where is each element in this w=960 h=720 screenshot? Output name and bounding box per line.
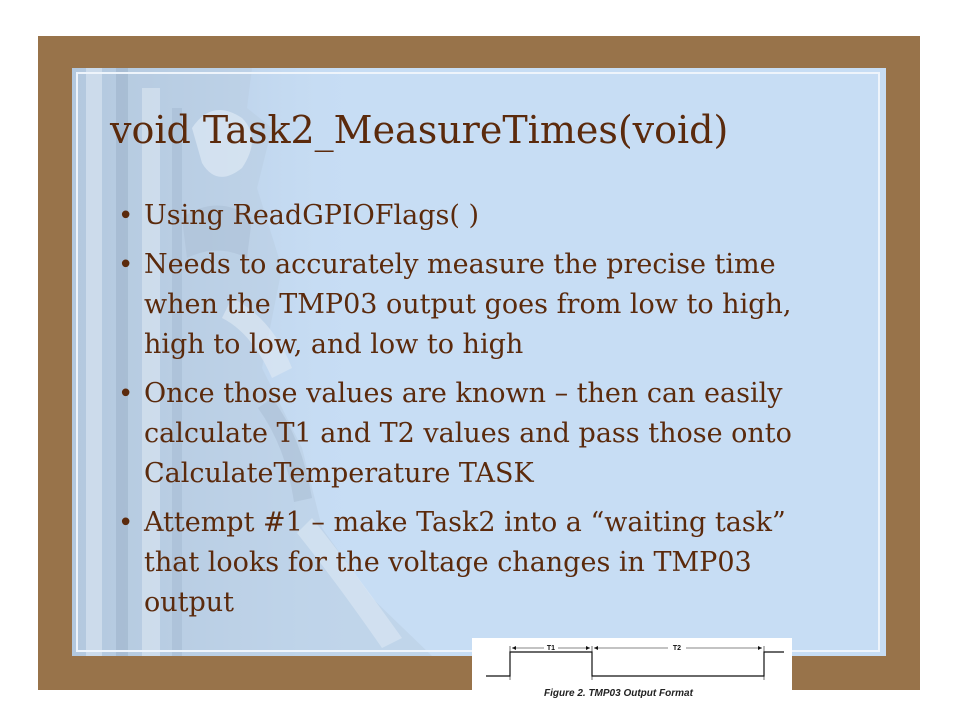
tmp03-output-figure [472,638,792,714]
bullet-item [118,503,848,623]
bullet-marker: • [118,250,134,280]
bullet-text: Using ReadGPIOFlags( ) [144,200,479,231]
bullet-item [118,245,848,365]
tmp03-waveform [472,638,792,714]
slide-title: void Task2_MeasureTimes(void) [110,108,729,152]
bullet-marker: • [118,379,134,409]
bullet-text: Needs to accurately measure the precise time when the TMP03 output goes from low to high, high to low, and low to high [144,249,792,360]
bullet-item [118,196,848,236]
bullet-item [118,374,848,494]
bullet-list [118,196,848,632]
t1-label: T1 [546,645,556,652]
t2-label: T2 [672,645,682,652]
bullet-text: Attempt #1 – make Task2 into a “waiting task” that looks for the voltage changes in TMP03 output [144,507,786,618]
bullet-marker: • [118,201,134,231]
bullet-text: Once those values are known – then can easily calculate T1 and T2 values and pass those onto CalculateTemperature TASK [144,378,792,489]
figure-caption: Figure 2. TMP03 Output Format [544,688,693,699]
bullet-marker: • [118,508,134,538]
